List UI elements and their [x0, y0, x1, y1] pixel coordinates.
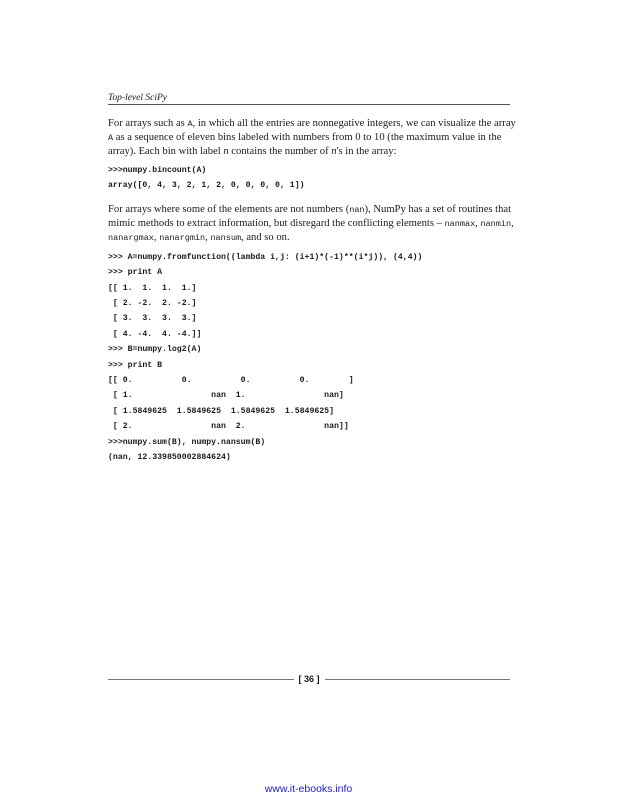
text-run: ,	[205, 231, 211, 243]
inline-code: nanargmin	[159, 232, 206, 243]
italic-text: n	[223, 146, 229, 157]
code-line: >>> B=numpy.log2(A)	[108, 345, 202, 355]
text-run: ,	[153, 231, 160, 243]
code-line: [ 1.5849625 1.5849625 1.5849625 1.5849625]	[108, 406, 335, 416]
paragraph-nan-routines	[108, 203, 518, 245]
page-body	[108, 117, 518, 466]
code-line: >>> print B	[108, 360, 163, 370]
running-header: Top-level SciPy	[108, 93, 510, 105]
inline-code: nanmin	[480, 218, 512, 229]
text-run: as a sequence of eleven bins labeled with numbers from 0 to 10 (the maximum value in the array). Each bin with label	[108, 132, 502, 157]
text-run: , and so on.	[241, 231, 290, 243]
code-line: (nan, 12.339850002884624)	[108, 453, 231, 463]
italic-text: n	[331, 146, 337, 157]
text-run: For arrays such as	[108, 118, 188, 129]
inline-code: nansum	[210, 232, 242, 243]
page-number: [ 36 ]	[298, 674, 320, 684]
code-line: >>>numpy.sum(B), numpy.nansum(B)	[108, 437, 266, 447]
inline-code: A	[187, 119, 193, 129]
text-run: ,	[511, 217, 514, 229]
code-line: [[ 0. 0. 0. 0. ]	[108, 376, 354, 386]
page-footer	[108, 672, 510, 686]
code-block-nansum	[108, 250, 518, 466]
inline-code: A	[108, 133, 114, 143]
code-line: [[ 1. 1. 1. 1.]	[108, 283, 197, 293]
code-line: >>> print A	[108, 268, 163, 278]
paragraph-bincount	[108, 117, 518, 158]
text-run: ), NumPy has a set of routines that mimic methods to extract information, but disregard the conflicting elements –	[108, 203, 512, 229]
footer-rule-left	[108, 679, 294, 680]
text-run: , in which all the entries are nonnegative integers, we can visualize the array	[192, 118, 516, 129]
code-line: [ 2. -2. 2. -2.]	[108, 299, 197, 309]
text-run: 's in the array:	[336, 146, 397, 157]
code-line: array([0, 4, 3, 2, 1, 2, 0, 0, 0, 0, 1])	[108, 181, 305, 191]
inline-code: nan	[349, 204, 365, 215]
code-line: [ 1. nan 1. nan]	[108, 391, 344, 401]
code-block-bincount	[108, 163, 518, 194]
text-run: ,	[475, 217, 481, 229]
footer-rule-right	[325, 679, 511, 680]
code-line: [ 4. -4. 4. -4.]]	[108, 329, 202, 339]
text-run: For arrays where some of the elements are not numbers (	[108, 203, 350, 215]
code-line: [ 2. nan 2. nan]]	[108, 422, 349, 432]
code-line: >>>numpy.bincount(A)	[108, 166, 207, 175]
code-line: [ 3. 3. 3. 3.]	[108, 314, 197, 324]
code-line: >>> A=numpy.fromfunction((lambda i,j: (i+1)*(-1)**(i*j)), (4,4))	[108, 252, 423, 262]
watermark-link[interactable]: www.it-ebooks.info	[264, 783, 353, 795]
text-run: contains the number of	[228, 146, 332, 157]
inline-code: nanmax	[444, 218, 476, 229]
inline-code: nanargmax	[108, 232, 154, 243]
